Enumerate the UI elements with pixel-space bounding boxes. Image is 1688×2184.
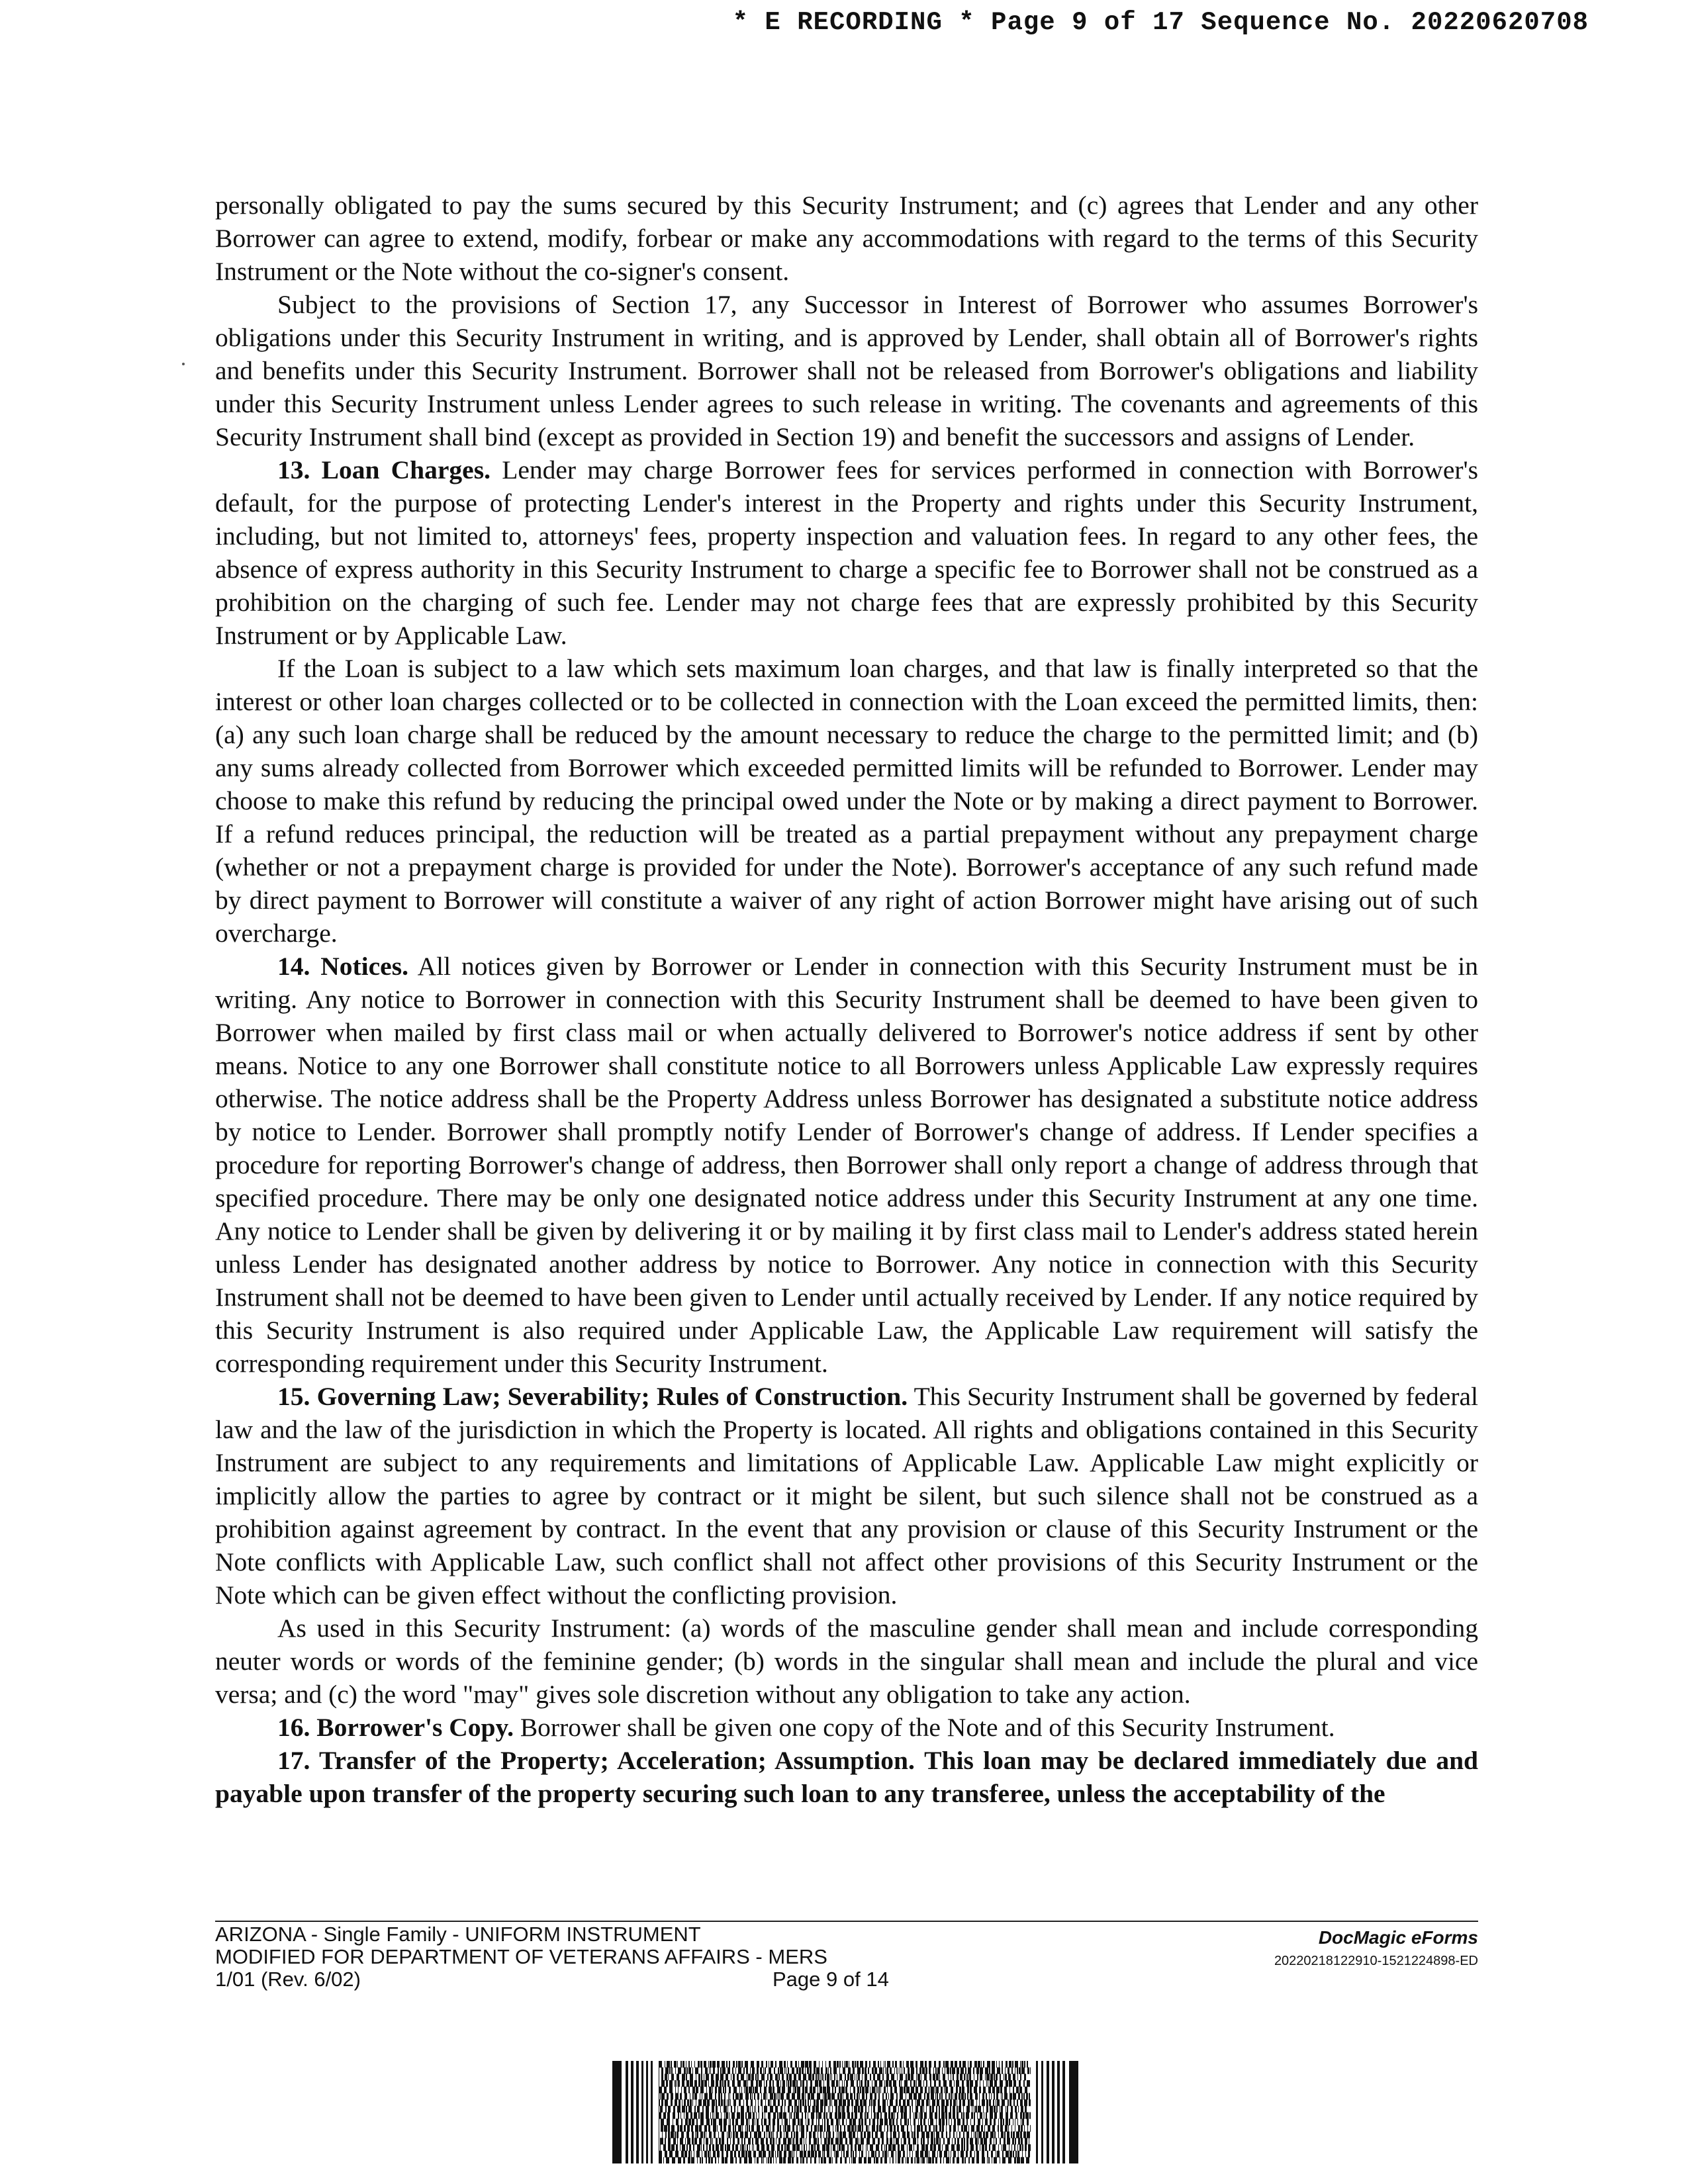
scan-speck	[182, 363, 185, 365]
paragraph-maximum-loan-charges	[215, 652, 1478, 950]
paragraph-text: Lender may charge Borrower fees for services performed in connection with Borrower's default, for the purpose of protecting Lender's interest in the Property and rights under this Security Instrument, including, but not limited to, attorneys' fees, property inspection and valuation fees. In regard to any other fees, the absence of express authority in this Security Instrument to charge a specific fee to Borrower shall not be construed as a prohibition on the charging of such fee. Lender may not charge fees that are expressly prohibited by this Security Instrument or by Applicable Law.	[215, 455, 1478, 650]
paragraph-text: personally obligated to pay the sums secured by this Security Instrument; and (c) agrees that Lender and any other Borrower can agree to extend, modify, forbear or make any accommodations with regard to the terms of this Security Instrument or the Note without the co-signer's consent.	[215, 191, 1478, 286]
section-heading: 13. Loan Charges.	[277, 455, 491, 484]
paragraph-rules-of-construction	[215, 1612, 1478, 1711]
paragraph-text: If the Loan is subject to a law which sets maximum loan charges, and that law is finally interpreted so that the interest or other loan charges collected or to be collected in connection with the Loan exceed the permitted limits, then: (a) any such loan charge shall be reduced by the amount necessary to reduce the charge to the permitted limit; and (b) any sums already collected from Borrower which exceeded permitted limits will be refunded to Borrower. Lender may choose to make this refund by reducing the principal owed under the Note or by making a direct payment to Borrower. If a refund reduces principal, the reduction will be treated as a partial prepayment without any prepayment charge (whether or not a prepayment charge is provided for under the Note). Borrower's acceptance of any such refund made by direct payment to Borrower will constitute a waiver of any right of action Borrower might have arising out of such overcharge.	[215, 654, 1478, 948]
section-heading: 17. Transfer of the Property; Acceleration; Assumption.	[277, 1746, 915, 1775]
docmagic-logo: DocMagic eForms	[1318, 1927, 1478, 1948]
paragraph-text: This Security Instrument shall be governed by federal law and the law of the jurisdiction in which the Property is located. All rights and obligations contained in this Security Instrument are subject to any requirements and limitations of Applicable Law. Applicable Law might explicitly or implicitly allow the parties to agree by contract or it might be silent, but such silence shall not be construed as a prohibition against agreement by contract. In the event that any provision or clause of this Security Instrument or the Note conflicts with Applicable Law, such conflict shall not affect other provisions of this Security Instrument or the Note which can be given effect without the conflicting provision.	[215, 1382, 1478, 1610]
section-14-notices	[215, 950, 1478, 1380]
section-heading: 15. Governing Law; Severability; Rules of Construction.	[277, 1382, 908, 1411]
section-17-transfer-of-property	[215, 1744, 1478, 1810]
section-heading: 16. Borrower's Copy.	[277, 1713, 514, 1742]
paragraph-successor-in-interest	[215, 288, 1478, 453]
paragraph-text: As used in this Security Instrument: (a) words of the masculine gender shall mean and include corresponding neuter words or words of the feminine gender; (b) words in the singular shall mean and include the plural and vice versa; and (c) the word "may" gives sole discretion without any obligation to take any action.	[215, 1614, 1478, 1709]
paragraph-bold-text: This loan may be declared immediately due and payable upon transfer of the property securing such loan to any transferee, unless the acceptability of the	[215, 1746, 1479, 1808]
document-barcode	[612, 2061, 1079, 2163]
footer-divider	[215, 1921, 1478, 1922]
paragraph-cosigner-continued	[215, 189, 1478, 288]
footer-page-number: Page 9 of 14	[773, 1968, 889, 1991]
footer-form-title: ARIZONA - Single Family - UNIFORM INSTRUMENT	[215, 1923, 701, 1946]
section-heading: 14. Notices.	[277, 952, 408, 981]
recording-stamp: * E RECORDING * Page 9 of 17 Sequence No. 20220620708	[732, 8, 1589, 37]
footer-document-code: 20220218122910-1521224898-ED	[1274, 1954, 1478, 1968]
paragraph-text: Subject to the provisions of Section 17, any Successor in Interest of Borrower who assumes Borrower's obligations under this Security Instrument in writing, and is approved by Lender, shall obtain all of Borrower's rights and benefits under this Security Instrument. Borrower shall not be released from Borrower's obligations and liability under this Security Instrument unless Lender agrees to such release in writing. The covenants and agreements of this Security Instrument shall bind (except as provided in Section 19) and benefit the successors and assigns of Lender.	[215, 290, 1478, 451]
section-15-governing-law	[215, 1380, 1478, 1612]
document-body	[215, 189, 1478, 1810]
footer-form-revision: 1/01 (Rev. 6/02)	[215, 1968, 361, 1991]
section-13-loan-charges	[215, 453, 1478, 652]
section-16-borrowers-copy	[215, 1711, 1478, 1744]
paragraph-text: Borrower shall be given one copy of the Note and of this Security Instrument.	[520, 1713, 1335, 1742]
footer-form-info	[215, 1923, 827, 1991]
paragraph-text: All notices given by Borrower or Lender in connection with this Security Instrument must be in writing. Any notice to Borrower in connection with this Security Instrument shall be deemed to have been given to Borrower when mailed by first class mail or when actually delivered to Borrower's notice address if sent by other means. Notice to any one Borrower shall constitute notice to all Borrowers unless Applicable Law expressly requires otherwise. The notice address shall be the Property Address unless Borrower has designated a substitute notice address by notice to Lender. Borrower shall promptly notify Lender of Borrower's change of address. If Lender specifies a procedure for reporting Borrower's change of address, then Borrower shall only report a change of address through that specified procedure. There may be only one designated notice address under this Security Instrument at any one time. Any notice to Lender shall be given by delivering it or by mailing it by first class mail to Lender's address stated herein unless Lender has designated another address by notice to Borrower. Any notice in connection with this Security Instrument shall not be deemed to have been given to Lender until actually received by Lender. If any notice required by this Security Instrument is also required under Applicable Law, the Applicable Law requirement will satisfy the corresponding requirement under this Security Instrument.	[215, 952, 1479, 1378]
footer-form-modification: MODIFIED FOR DEPARTMENT OF VETERANS AFFAIRS - MERS	[215, 1945, 827, 1968]
